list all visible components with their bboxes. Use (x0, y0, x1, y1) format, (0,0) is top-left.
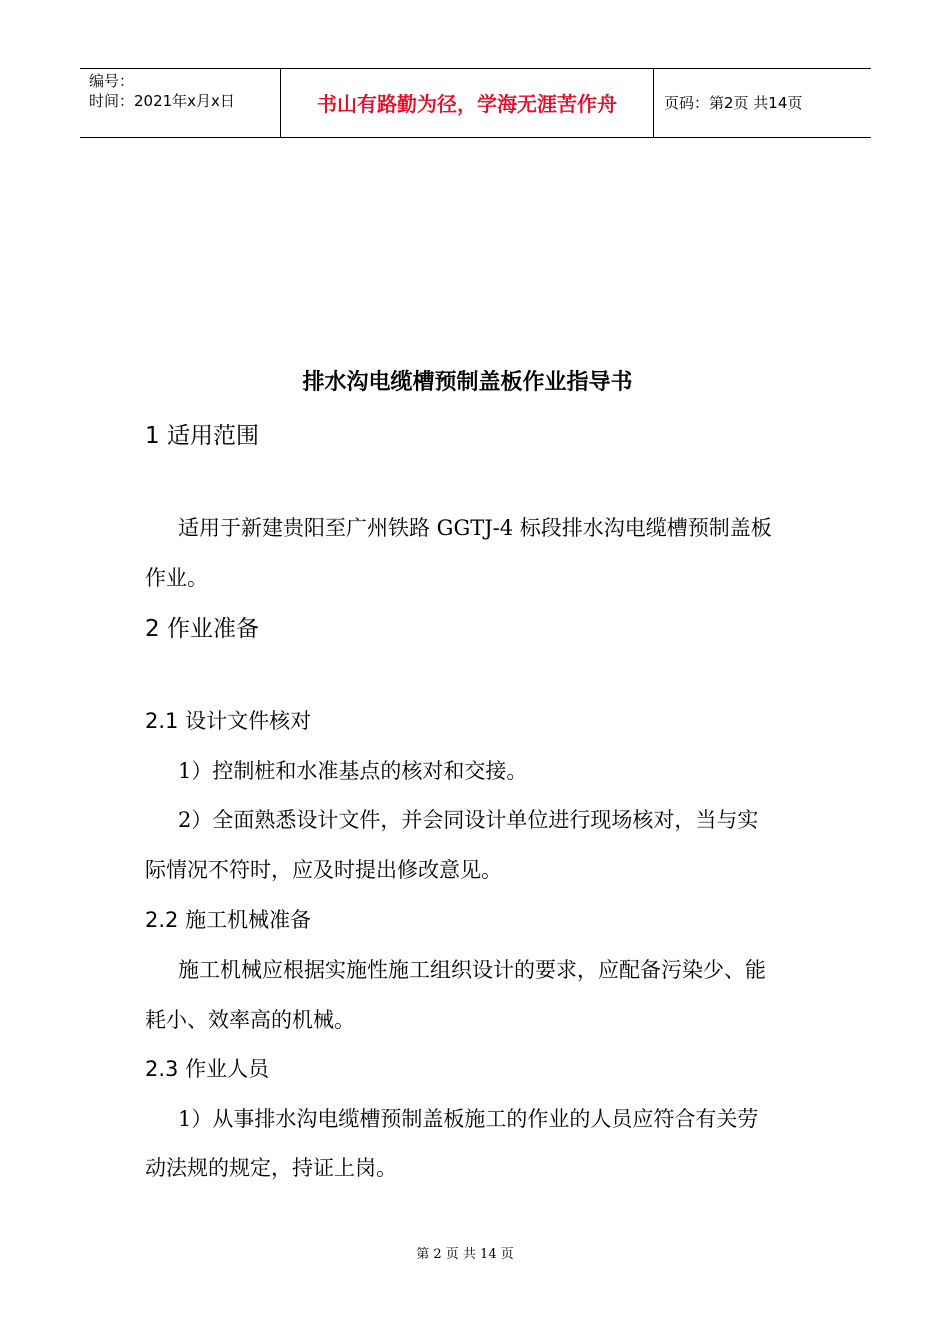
section-2-2-paragraph-line2: 耗小、效率高的机械。 (145, 1008, 355, 1032)
section-2-3-item1-line2: 动法规的规定，持证上岗。 (145, 1156, 397, 1180)
section-2-2-paragraph-line1: 施工机械应根据实施性施工组织设计的要求，应配备污染少、能 (178, 958, 766, 982)
section-2-3-item1-line1: 1）从事排水沟电缆槽预制盖板施工的作业的人员应符合有关劳 (178, 1107, 759, 1131)
section-2-2-heading: 2.2 施工机械准备 (145, 908, 312, 932)
header-page-cell (654, 69, 871, 137)
section-2-1-item2-line2: 际情况不符时，应及时提出修改意见。 (145, 858, 502, 882)
section-2-1-heading: 2.1 设计文件核对 (145, 709, 312, 733)
time-label: 时间：2021年x月x日 (89, 92, 235, 110)
section-1-paragraph-line2: 作业。 (145, 566, 208, 590)
motto-text: 书山有路勤为径，学海无涯苦作舟 (317, 92, 617, 116)
header-motto-cell (281, 69, 654, 137)
page-footer: 第 2 页 共 14 页 (416, 1247, 514, 1262)
section-2-3-heading: 2.3 作业人员 (145, 1057, 270, 1081)
section-2-heading: 2 作业准备 (145, 616, 259, 642)
section-1-heading: 1 适用范围 (145, 423, 259, 449)
section-2-1-item2-line1: 2）全面熟悉设计文件，并会同设计单位进行现场核对，当与实 (178, 808, 759, 832)
section-2-1-item1: 1）控制桩和水准基点的核对和交接。 (178, 759, 528, 783)
page-code: 页码：第2页 共14页 (664, 94, 803, 112)
document-title: 排水沟电缆槽预制盖板作业指导书 (302, 370, 633, 395)
section-1-paragraph-line1: 适用于新建贵阳至广州铁路 GGTJ-4 标段排水沟电缆槽预制盖板 (178, 516, 772, 540)
header-info-cell (80, 69, 281, 137)
code-label: 编号： (89, 72, 135, 90)
page-header (80, 68, 871, 138)
